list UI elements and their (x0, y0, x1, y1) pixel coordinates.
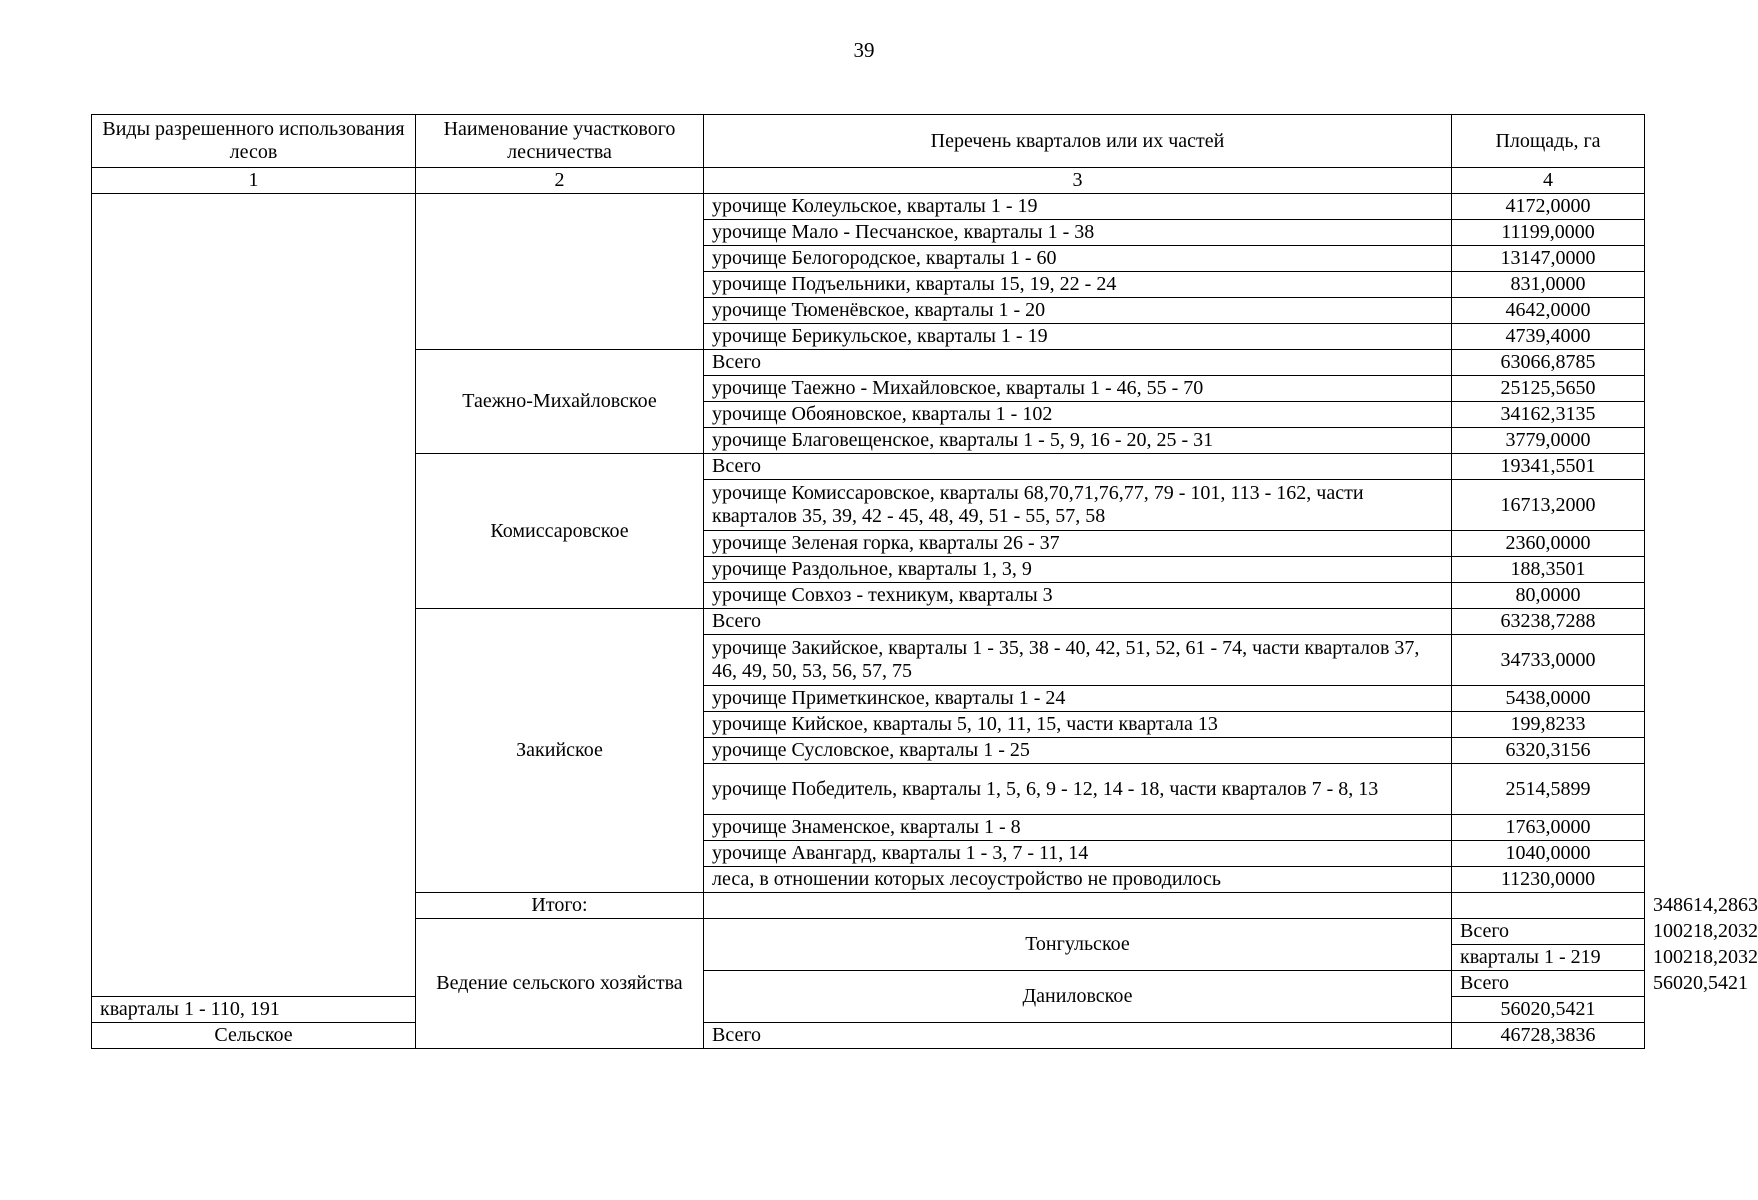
quarters-cell: урочище Авангард, кварталы 1 - 3, 7 - 11, 14 (704, 841, 1452, 867)
area-cell: 5438,0000 (1452, 686, 1645, 712)
quarters-cell: урочище Зеленая горка, кварталы 26 - 37 (704, 531, 1452, 557)
table-row: Ведение сельского хозяйства Тонгульское Всего 100218,2032 (92, 919, 1645, 945)
quarters-cell: урочище Комиссаровское, кварталы 68,70,71,76,77, 79 - 101, 113 - 162, части кварталов 35, 39, 42 - 45, 48, 49, 51 - 55, 57, 58 (704, 480, 1452, 531)
area-cell: 34733,0000 (1452, 635, 1645, 686)
quarters-cell: урочище Сусловское, кварталы 1 - 25 (704, 738, 1452, 764)
forestry-cell-empty (416, 194, 704, 350)
forestry-name-cell: Комиссаровское (416, 454, 704, 609)
use-type-cell-empty (92, 194, 416, 997)
total-empty-cell (1452, 893, 1645, 919)
header-area: Площадь, га (1452, 115, 1645, 168)
forest-use-table (91, 114, 1758, 1049)
quarters-cell: урочище Закийское, кварталы 1 - 35, 38 - 40, 42, 51, 52, 61 - 74, части кварталов 37, 46, 49, 50, 53, 56, 57, 75 (704, 635, 1452, 686)
quarters-cell: Всего (704, 609, 1452, 635)
header-use-type: Виды разрешенного использования лесов (92, 115, 416, 168)
area-cell: 63238,7288 (1452, 609, 1645, 635)
area-cell: 56020,5421 (1452, 997, 1645, 1023)
table-row: кварталы 1 - 219 100218,2032 (92, 945, 1645, 971)
quarters-cell: урочище Знаменское, кварталы 1 - 8 (704, 815, 1452, 841)
column-number: 1 (92, 168, 416, 194)
forestry-name-cell: Даниловское (704, 971, 1452, 1023)
quarters-cell: урочище Тюменёвское, кварталы 1 - 20 (704, 298, 1452, 324)
area-cell: 11199,0000 (1452, 220, 1645, 246)
area-cell: 6320,3156 (1452, 738, 1645, 764)
area-cell: 3779,0000 (1452, 428, 1645, 454)
quarters-cell: Всего (704, 350, 1452, 376)
area-cell: 1040,0000 (1452, 841, 1645, 867)
area-cell: 1763,0000 (1452, 815, 1645, 841)
quarters-cell: Всего (704, 1023, 1452, 1049)
forestry-name-cell: Таежно-Михайловское (416, 350, 704, 454)
area-cell: 13147,0000 (1452, 246, 1645, 272)
area-cell: 80,0000 (1452, 583, 1645, 609)
area-cell: 46728,3836 (1452, 1023, 1645, 1049)
quarters-cell: урочище Совхоз - техникум, кварталы 3 (704, 583, 1452, 609)
area-cell: 63066,8785 (1452, 350, 1645, 376)
column-number-row (92, 168, 1645, 194)
quarters-cell: урочище Берикульское, кварталы 1 - 19 (704, 324, 1452, 350)
table-row (92, 194, 1645, 220)
quarters-cell: кварталы 1 - 110, 191 (92, 997, 416, 1023)
area-cell: 19341,5501 (1452, 454, 1645, 480)
quarters-cell: урочище Белогородское, кварталы 1 - 60 (704, 246, 1452, 272)
total-row: Итого: 348614,2863 (92, 893, 1645, 919)
total-empty-cell (704, 893, 1452, 919)
quarters-cell: леса, в отношении которых лесоустройство не проводилось (704, 867, 1452, 893)
quarters-cell: урочище Колеульское, кварталы 1 - 19 (704, 194, 1452, 220)
area-cell: 831,0000 (1452, 272, 1645, 298)
quarters-cell: урочище Благовещенское, кварталы 1 - 5, 9, 16 - 20, 25 - 31 (704, 428, 1452, 454)
area-cell: 4739,4000 (1452, 324, 1645, 350)
area-cell: 4642,0000 (1452, 298, 1645, 324)
table-row (92, 1023, 1645, 1049)
area-cell: 4172,0000 (1452, 194, 1645, 220)
area-cell: 2514,5899 (1452, 764, 1645, 815)
quarters-cell: урочище Приметкинское, кварталы 1 - 24 (704, 686, 1452, 712)
forestry-name-cell: Сельское (92, 1023, 416, 1049)
area-cell: 16713,2000 (1452, 480, 1645, 531)
area-cell: 34162,3135 (1452, 402, 1645, 428)
area-cell: 11230,0000 (1452, 867, 1645, 893)
quarters-cell: урочище Мало - Песчанское, кварталы 1 - 38 (704, 220, 1452, 246)
quarters-cell: Всего (704, 454, 1452, 480)
table-row: Даниловское Всего 56020,5421 (92, 971, 1645, 997)
area-cell: 188,3501 (1452, 557, 1645, 583)
column-number: 4 (1452, 168, 1645, 194)
quarters-cell: урочище Раздольное, кварталы 1, 3, 9 (704, 557, 1452, 583)
quarters-cell: Всего (1452, 971, 1645, 997)
quarters-cell: кварталы 1 - 219 (1452, 945, 1645, 971)
quarters-cell: Всего (1452, 919, 1645, 945)
use-type-cell: Ведение сельского хозяйства (416, 919, 704, 1049)
column-number: 3 (704, 168, 1452, 194)
quarters-cell: урочище Кийское, кварталы 5, 10, 11, 15, части квартала 13 (704, 712, 1452, 738)
area-cell: 25125,5650 (1452, 376, 1645, 402)
area-cell: 199,8233 (1452, 712, 1645, 738)
page-number: 39 (853, 38, 875, 62)
quarters-cell: урочище Обояновское, кварталы 1 - 102 (704, 402, 1452, 428)
area-cell: 2360,0000 (1452, 531, 1645, 557)
table-header-row (92, 115, 1645, 168)
forestry-name-cell: Тонгульское (704, 919, 1452, 971)
header-quarters: Перечень кварталов или их частей (704, 115, 1452, 168)
header-forestry: Наименование участкового лесничества (416, 115, 704, 168)
total-label: Итого: (416, 893, 704, 919)
quarters-cell: урочище Таежно - Михайловское, кварталы 1 - 46, 55 - 70 (704, 376, 1452, 402)
forestry-name-cell: Закийское (416, 609, 704, 893)
quarters-cell: урочище Победитель, кварталы 1, 5, 6, 9 - 12, 14 - 18, части кварталов 7 - 8, 13 (704, 764, 1452, 815)
column-number: 2 (416, 168, 704, 194)
quarters-cell: урочище Подъельники, кварталы 15, 19, 22 - 24 (704, 272, 1452, 298)
